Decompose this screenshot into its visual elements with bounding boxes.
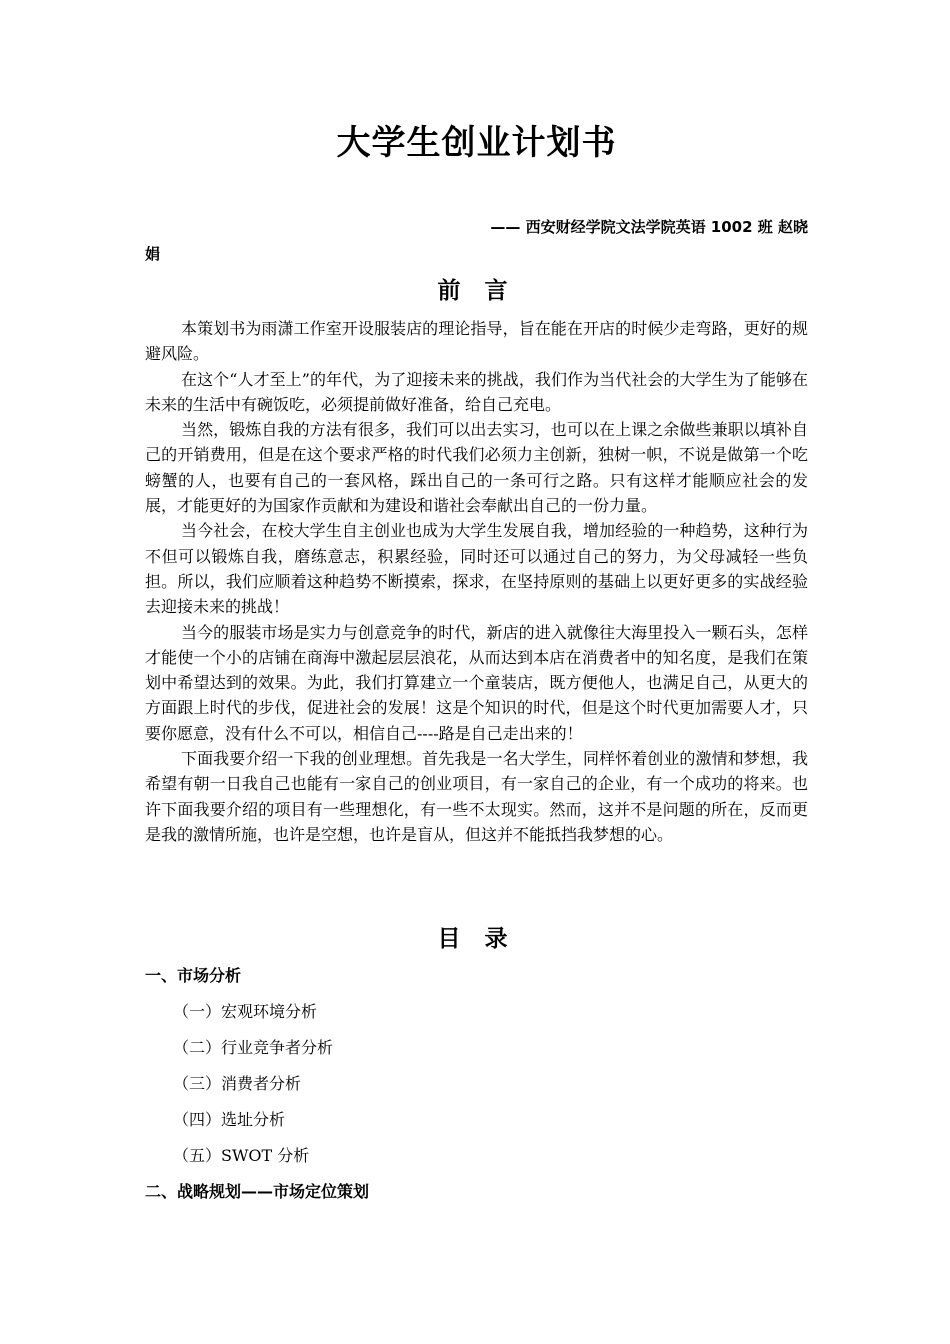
toc-item-swot-analysis: （五）SWOT 分析 (173, 1146, 310, 1165)
preface-paragraph: 下面我要介绍一下我的创业理想。首先我是一名大学生，同样怀着创业的激情和梦想，我希望有朝一日我自己也能有一家自己的创业项目，有一家自己的企业，有一个成功的将来。也许下面我要介绍的项目有一些理想化，有一些不太现实。然而，这并不是问题的所在，反而更是我的激情所施，也许是空想，也许是盲从，但这并不能抵挡我梦想的心。 (145, 749, 808, 844)
document-title: 大学生创业计划书 (336, 123, 617, 163)
table-of-contents (145, 958, 808, 1210)
toc-item-strategic-planning: 二、战略规划——市场定位策划 (145, 1182, 370, 1201)
author-line (145, 214, 808, 268)
toc-item-site-selection: （四）选址分析 (173, 1110, 286, 1129)
toc-heading: 目 录 (437, 926, 516, 952)
preface-body (145, 316, 808, 847)
preface-heading: 前 言 (437, 278, 516, 304)
preface-paragraph: 当今社会，在校大学生自主创业也成为大学生发展自我，增加经验的一种趋势，这种行为不但可以锻炼自我，磨练意志，积累经验，同时还可以通过自己的努力，为父母减轻一些负担。所以，我们应顺着这种趋势不断摸索，探求，在坚持原则的基础上以更好更多的实战经验去迎接未来的挑战！ (145, 521, 808, 617)
author-line-1: —— 西安财经学院文法学院英语 1002 班 赵晓 (490, 218, 808, 236)
preface-paragraph: 当今的服装市场是实力与创意竞争的时代，新店的进入就像往大海里投入一颗石头，怎样才能使一个小的店铺在商海中激起层层浪花，从而达到本店在消费者中的知名度，是我们在策划中希望达到的效果。为此，我们打算建立一个童装店，既方便他人，也满足自己，从更大的方面跟上时代的步伐，促进社会的发展！这是个知识的时代，但是这个时代更加需要人才，只要你愿意，没有什么不可以，相信自己----路是自己走出来的！ (145, 622, 808, 743)
toc-item-consumer-analysis: （三）消费者分析 (173, 1074, 302, 1093)
preface-paragraph: 在这个“人才至上”的年代，为了迎接未来的挑战，我们作为当代社会的大学生为了能够在未来的生活中有碗饭吃，必须提前做好准备，给自己充电。 (145, 369, 808, 414)
author-line-2: 娟 (145, 245, 161, 263)
preface-paragraph: 当然，锻炼自我的方法有很多，我们可以出去实习，也可以在上课之余做些兼职以填补自己的开销费用，但是在这个要求严格的时代我们必须力主创新，独树一帜，不说是做第一个吃螃蟹的人，也要有自己的一套风格，踩出自己的一条可行之路。只有这样才能顺应社会的发展，才能更好的为国家作贡献和为建设和谐社会奉献出自己的一份力量。 (145, 420, 808, 516)
toc-item-market-analysis: 一、市场分析 (145, 966, 242, 985)
toc-item-macro-environment: （一）宏观环境分析 (173, 1002, 318, 1021)
toc-item-competitor-analysis: （二）行业竞争者分析 (173, 1038, 334, 1057)
preface-paragraph: 本策划书为雨潇工作室开设服装店的理论指导，旨在能在开店的时候少走弯路，更好的规避风险。 (145, 319, 808, 364)
